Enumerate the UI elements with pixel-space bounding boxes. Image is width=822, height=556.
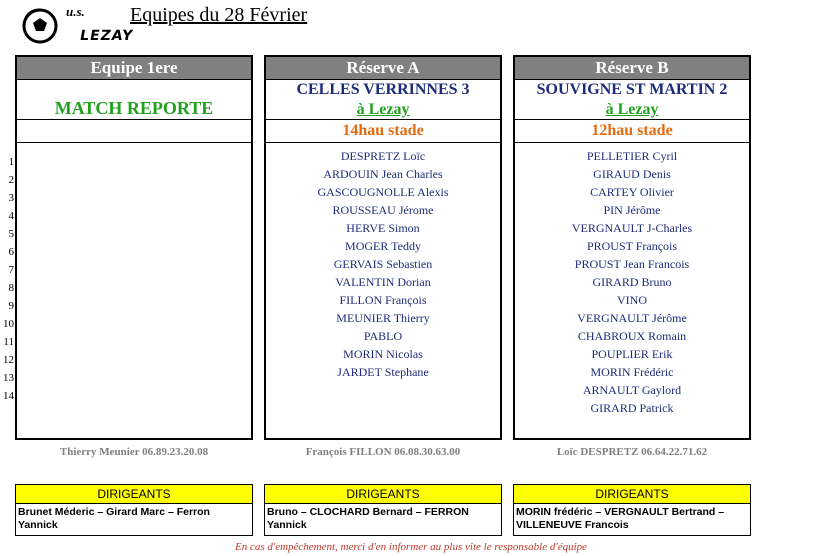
- player-list: [266, 143, 500, 383]
- player-name: GIRAUD Denis: [593, 167, 671, 181]
- team-heading: Equipe 1ere: [17, 57, 251, 80]
- player-name: GERVAIS Sebastien: [333, 257, 433, 271]
- player-name: VERGNAULT Jérôme: [577, 311, 687, 325]
- club-logo: [20, 4, 135, 48]
- team-column-1: [15, 55, 253, 440]
- team-heading: Réserve B: [515, 57, 749, 80]
- team-column-2: [264, 55, 502, 440]
- club-name: LEZAY: [78, 28, 135, 44]
- row-number: 4: [8, 210, 14, 222]
- row-number: 10: [3, 318, 14, 330]
- match-time: 14hau stade: [266, 120, 500, 143]
- player-name: PIN Jérôme: [603, 203, 661, 217]
- row-number: 7: [8, 264, 14, 276]
- team-opponent-box: [266, 80, 500, 120]
- player-name: ROUSSEAU Jérome: [332, 203, 434, 217]
- player-name: MOGER Teddy: [345, 239, 421, 253]
- player-name: PELLETIER Cyril: [586, 149, 678, 163]
- match-location: à Lezay: [605, 101, 659, 118]
- footer-note: En cas d'empêchement, merci d'en informer au plus vite le responsable d'équipe: [234, 541, 588, 553]
- row-number: 1: [8, 156, 14, 168]
- dirigeants-box: [513, 484, 751, 536]
- team-opponent-box: [17, 80, 251, 120]
- row-number: 2: [8, 174, 14, 186]
- player-name: PABLO: [363, 329, 403, 343]
- dirigeants-names: Bruno – CLOCHARD Bernard – FERRON Yannick: [264, 504, 502, 536]
- player-name: FILLON François: [339, 293, 427, 307]
- row-number: 13: [3, 372, 14, 384]
- player-name: CARTEY Olivier: [590, 185, 674, 199]
- dirigeants-box: [15, 484, 253, 536]
- dirigeants-names: MORIN frédéric – VERGNAULT Bertrand – VILLENEUVE Francois: [513, 504, 751, 536]
- player-name: POUPLIER Erik: [591, 347, 673, 361]
- opponent-name: CELLES VERRINNES 3: [296, 81, 470, 98]
- player-name: DESPRETZ Loïc: [340, 149, 426, 163]
- player-name: GASCOUGNOLLE Alexis: [317, 185, 449, 199]
- player-name: CHABROUX Romain: [577, 329, 687, 343]
- player-name: JARDET Stephane: [337, 365, 429, 379]
- match-location: à Lezay: [356, 101, 410, 118]
- team-heading: Réserve A: [266, 57, 500, 80]
- player-name: ARDOUIN Jean Charles: [323, 167, 443, 181]
- row-number: 3: [8, 192, 14, 204]
- dirigeants-names: Brunet Méderic – Girard Marc – Ferron Yannick: [15, 504, 253, 536]
- player-name: HERVE Simon: [346, 221, 420, 235]
- player-list: [515, 143, 749, 419]
- match-time: [17, 120, 251, 143]
- row-number: 14: [3, 390, 14, 402]
- dirigeants-label: DIRIGEANTS: [15, 484, 253, 504]
- dirigeants-box: [264, 484, 502, 536]
- player-name: GIRARD Patrick: [590, 401, 674, 415]
- player-name: VINO: [617, 293, 647, 307]
- page-title: Equipes du 28 Février: [130, 4, 308, 26]
- row-number: 5: [8, 228, 14, 240]
- opponent-name: SOUVIGNE ST MARTIN 2: [536, 81, 728, 98]
- team-column-3: [513, 55, 751, 440]
- dirigeants-label: DIRIGEANTS: [264, 484, 502, 504]
- player-name: PROUST Jean Francois: [574, 257, 690, 271]
- club-us-label: u.s.: [66, 4, 85, 19]
- football-icon: [20, 4, 60, 44]
- team-contact: François FILLON 06.08.30.63.00: [305, 446, 461, 458]
- match-status: MATCH REPORTE: [54, 98, 214, 118]
- player-name: ARNAULT Gaylord: [582, 383, 682, 397]
- player-name: MORIN Nicolas: [343, 347, 423, 361]
- player-name: PROUST François: [586, 239, 678, 253]
- player-name: VERGNAULT J-Charles: [571, 221, 693, 235]
- team-opponent-box: [515, 80, 749, 120]
- player-name: GIRARD Bruno: [592, 275, 672, 289]
- player-name: MEUNIER Thierry: [336, 311, 430, 325]
- row-numbers: [2, 156, 14, 408]
- row-number: 6: [8, 246, 14, 258]
- team-contact: Thierry Meunier 06.89.23.20.08: [59, 446, 209, 458]
- team-contact: Loïc DESPRETZ 06.64.22.71.62: [556, 446, 708, 458]
- dirigeants-label: DIRIGEANTS: [513, 484, 751, 504]
- player-list: [17, 143, 251, 149]
- row-number: 11: [3, 336, 14, 348]
- row-number: 9: [8, 300, 14, 312]
- row-number: 12: [3, 354, 14, 366]
- player-name: MORIN Frédéric: [590, 365, 674, 379]
- row-number: 8: [8, 282, 14, 294]
- player-name: VALENTIN Dorian: [335, 275, 431, 289]
- match-time: 12hau stade: [515, 120, 749, 143]
